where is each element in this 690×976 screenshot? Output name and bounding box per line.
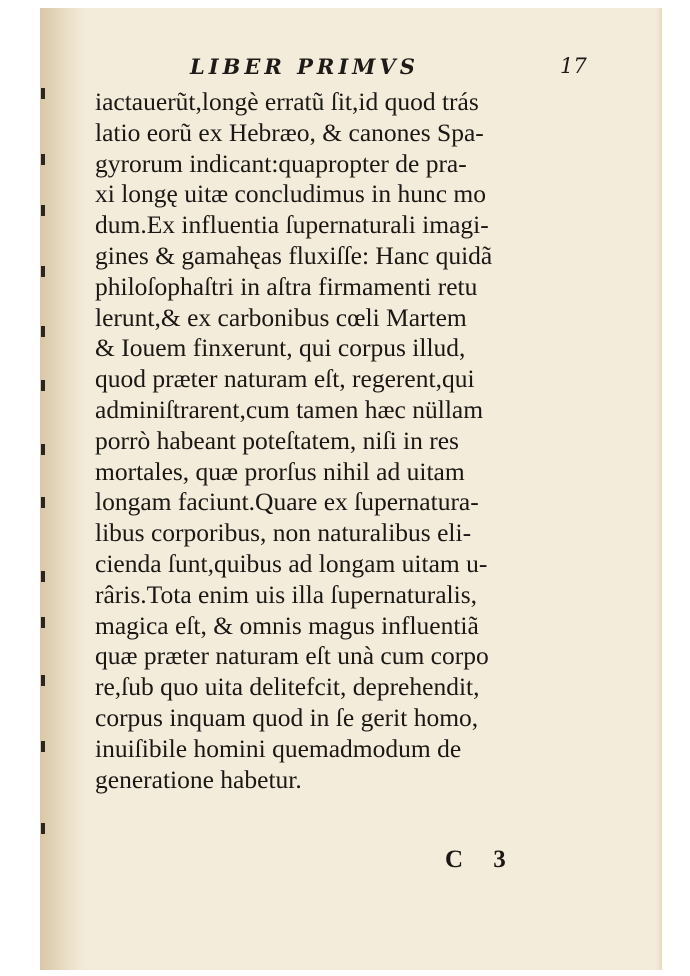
text-line: longam faciunt.Quare ex ſupernatura- [95,487,479,517]
margin-mark [41,497,45,508]
book-page [40,8,662,970]
margin-mark [41,741,45,752]
margin-mark [41,154,45,165]
text-line: generatione habetur. [95,764,302,794]
text-line: râris.Tota enim uis illa ſupernaturalis, [95,579,478,609]
text-line: libus corporibus, non naturalibus eli- [95,518,472,548]
text-line: gines & gamahęas fluxiſſe: Hanc quidã [95,240,493,270]
margin-mark [41,571,45,582]
margin-mark [41,675,45,686]
margin-mark [41,205,45,216]
page-edge [656,8,662,970]
margin-mark [41,326,45,337]
text-line: lerunt,& ex carbonibus cœli Martem [95,302,467,332]
body-text [95,87,625,795]
running-title: LIBER PRIMVS [190,54,419,79]
margin-mark [41,88,45,99]
page-gutter [40,8,86,970]
text-line: re,ſub quo uita delitefcit, deprehendit, [95,672,480,702]
signature-mark: C 3 [445,846,518,873]
text-line: inuiſibile homini quemadmodum de [95,733,462,763]
margin-mark [41,266,45,277]
text-line: philoſophaſtri in aſtra firmamenti retu [95,271,478,301]
margin-mark [41,617,45,628]
text-line: & Iouem finxerunt, qui corpus illud, [95,333,466,363]
margin-mark [41,444,45,455]
text-line: adminiſtrarent,cum tamen hæc nüllam [95,394,484,424]
page-number: 17 [560,54,587,78]
text-line: quod præter naturam eſt, regerent,qui [95,364,475,394]
text-line: porrò habeant poteſtatem, niſi in res [95,425,459,455]
text-line: iactauerũt,longè erratũ ſit,id quod trás [95,87,479,116]
text-line: quæ præter naturam eſt unà cum corpo [95,641,489,671]
text-line: dum.Ex influentia ſupernaturali imagi- [95,210,489,240]
text-line: magica eſt, & omnis magus influentiã [95,610,479,640]
margin-mark [41,823,45,834]
margin-mark [41,380,45,391]
text-line: latio eorũ ex Hebræo, & canones Spa- [95,117,484,147]
text-line: mortales, quæ prorſus nihil ad uitam [95,456,465,486]
text-line: corpus inquam quod in ſe gerit homo, [95,702,479,732]
text-line: gyrorum indicant:quapropter de pra- [95,148,467,178]
text-line: xi longę uitæ concludimus in hunc mo [95,179,486,209]
text-line: cienda ſunt,quibus ad longam uitam u- [95,548,488,578]
